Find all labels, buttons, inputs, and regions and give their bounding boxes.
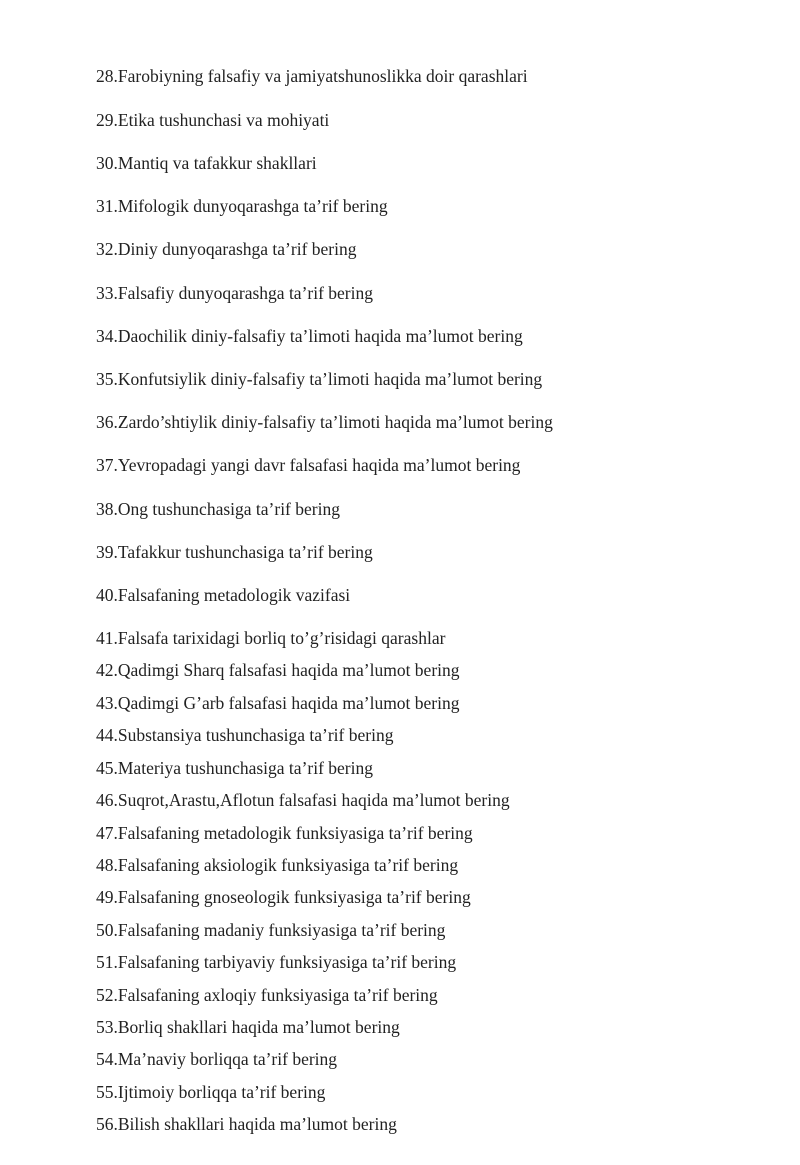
list-item: 33.Falsafiy dunyoqarashga ta’rif bering	[96, 283, 374, 303]
list-item: 52.Falsafaning axloqiy funksiyasiga ta’rif bering	[96, 985, 438, 1005]
list-item: 55.Ijtimoiy borliqqa ta’rif bering	[96, 1082, 326, 1102]
list-item: 38.Ong tushunchasiga ta’rif bering	[96, 499, 340, 519]
list-item: 49.Falsafaning gnoseologik funksiyasiga ta’rif bering	[96, 887, 471, 907]
list-item: 44.Substansiya tushunchasiga ta’rif bering	[96, 725, 394, 745]
list-item: 37.Yevropadagi yangi davr falsafasi haqida ma’lumot bering	[96, 455, 521, 475]
list-item: 45.Materiya tushunchasiga ta’rif bering	[96, 758, 373, 778]
list-item: 41.Falsafa tarixidagi borliq to’g’risidagi qarashlar	[96, 628, 446, 648]
list-item: 28.Farobiyning falsafiy va jamiyatshunoslikka doir qarashlari	[96, 66, 528, 86]
list-item: 48.Falsafaning aksiologik funksiyasiga ta’rif bering	[96, 855, 459, 875]
list-item: 50.Falsafaning madaniy funksiyasiga ta’rif bering	[96, 920, 446, 940]
list-item: 54.Ma’naviy borliqqa ta’rif bering	[96, 1049, 338, 1069]
list-item: 31.Mifologik dunyoqarashga ta’rif bering	[96, 196, 388, 216]
list-item: 46.Suqrot,Arastu,Aflotun falsafasi haqida ma’lumot bering	[96, 790, 510, 810]
list-item: 40.Falsafaning metadologik vazifasi	[96, 585, 351, 605]
list-item: 34.Daochilik diniy-falsafiy ta’limoti haqida ma’lumot bering	[96, 326, 523, 346]
list-item: 53.Borliq shakllari haqida ma’lumot bering	[96, 1017, 400, 1037]
list-item: 56.Bilish shakllari haqida ma’lumot bering	[96, 1114, 397, 1134]
list-item: 51.Falsafaning tarbiyaviy funksiyasiga ta’rif bering	[96, 952, 457, 972]
list-item: 35.Konfutsiylik diniy-falsafiy ta’limoti haqida ma’lumot bering	[96, 369, 543, 389]
list-item: 36.Zardo’shtiylik diniy-falsafiy ta’limoti haqida ma’lumot bering	[96, 412, 553, 432]
list-item: 47.Falsafaning metadologik funksiyasiga ta’rif bering	[96, 823, 473, 843]
list-item: 42.Qadimgi Sharq falsafasi haqida ma’lumot bering	[96, 660, 460, 680]
list-item: 32.Diniy dunyoqarashga ta’rif bering	[96, 239, 357, 259]
list-item: 30.Mantiq va tafakkur shakllari	[96, 153, 317, 173]
list-item: 43.Qadimgi G’arb falsafasi haqida ma’lumot bering	[96, 693, 460, 713]
list-item: 39.Tafakkur tushunchasiga ta’rif bering	[96, 542, 373, 562]
list-item: 29.Etika tushunchasi va mohiyati	[96, 110, 330, 130]
